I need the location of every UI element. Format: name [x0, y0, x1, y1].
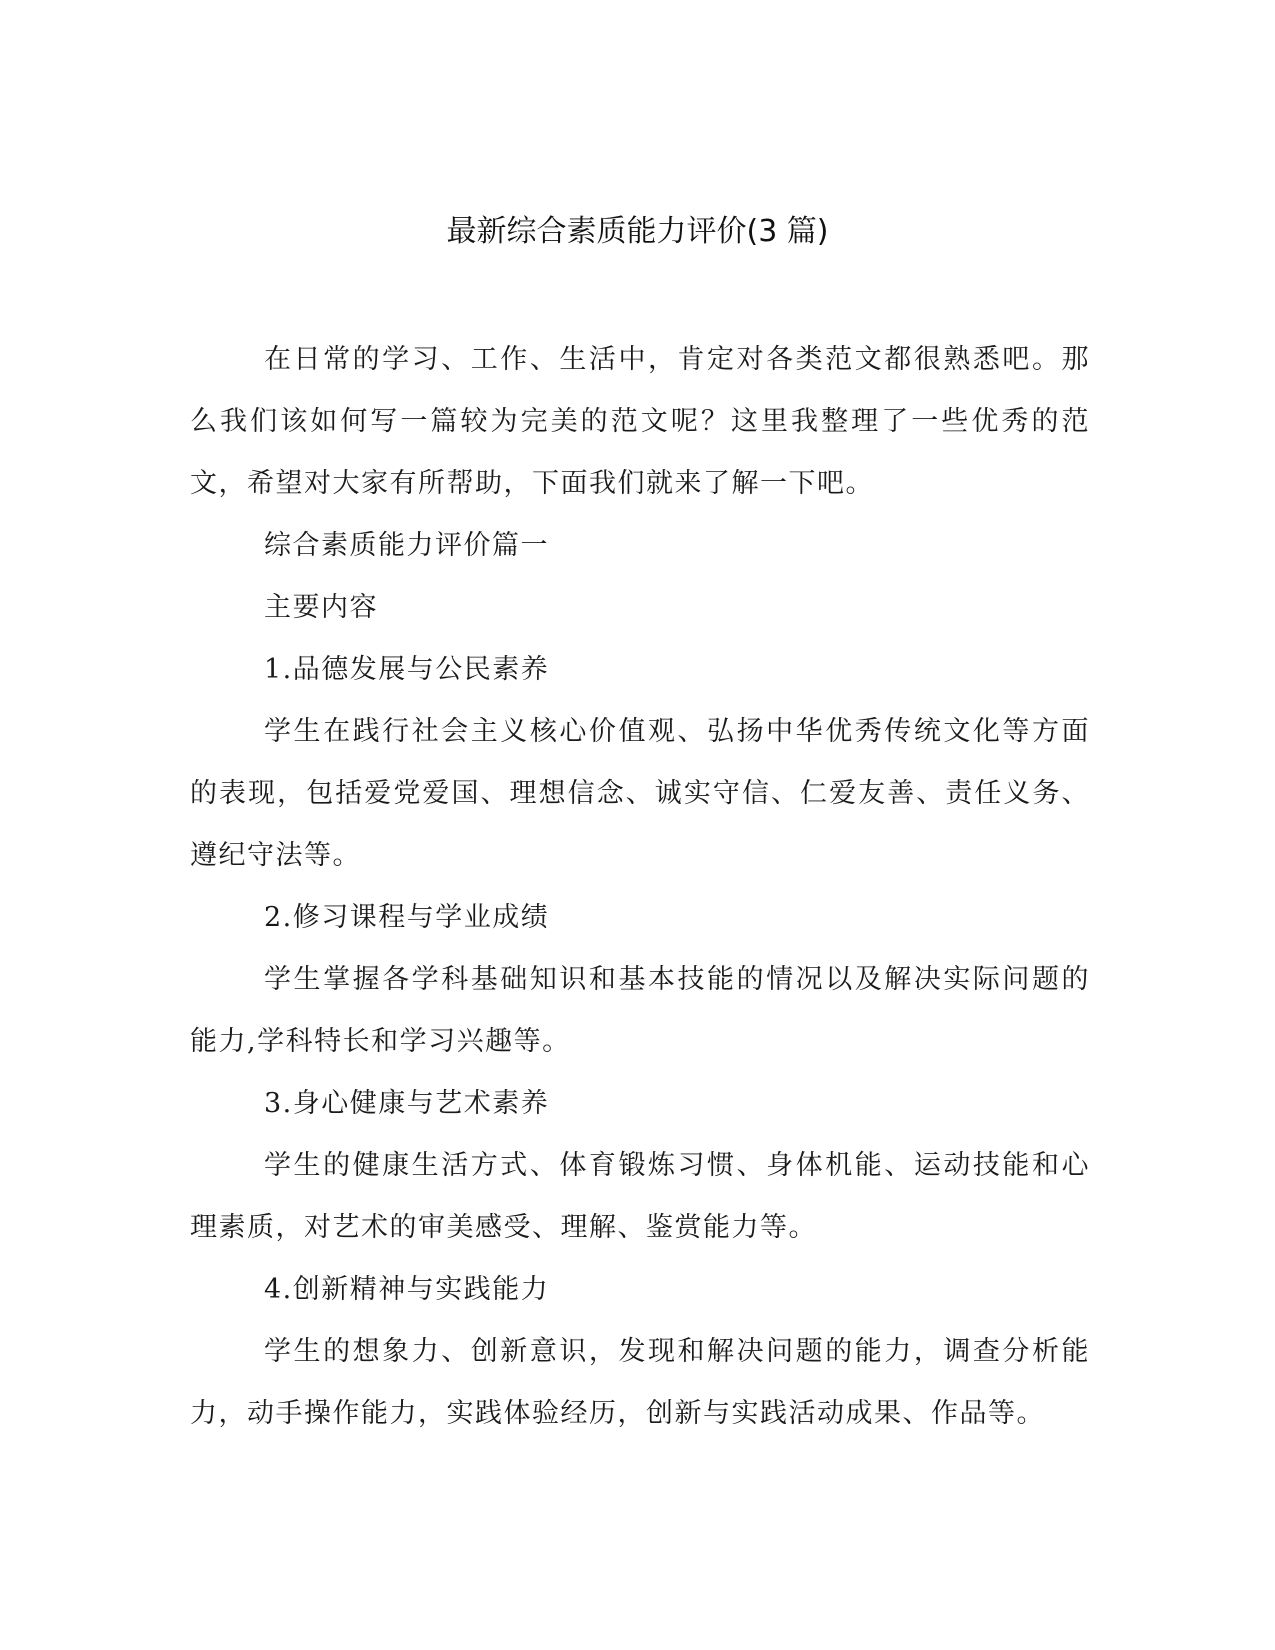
main-heading: 主要内容: [264, 592, 378, 623]
item-text-3: 学生的健康生活方式、体育锻炼习惯、身体机能、运动技能和心理素质，对艺术的审美感受、理解、鉴赏能力等。: [190, 1150, 1090, 1243]
document-title: 最新综合素质能力评价(3 篇): [446, 214, 829, 249]
document-body: [190, 329, 1090, 1445]
item-heading-4: 4.创新精神与实践能力: [264, 1274, 550, 1305]
item-heading-1: 1.品德发展与公民素养: [264, 654, 550, 685]
item-text-2: 学生掌握各学科基础知识和基本技能的情况以及解决实际问题的能力,学科特长和学习兴趣等。: [190, 964, 1090, 1057]
item-heading-3: 3.身心健康与艺术素养: [264, 1088, 550, 1119]
item-heading-2: 2.修习课程与学业成绩: [264, 902, 550, 933]
section-title: 综合素质能力评价篇一: [264, 530, 549, 561]
item-text-1: 学生在践行社会主义核心价值观、弘扬中华优秀传统文化等方面的表现，包括爱党爱国、理想信念、诚实守信、仁爱友善、责任义务、遵纪守法等。: [190, 716, 1090, 871]
intro-paragraph: 在日常的学习、工作、生活中，肯定对各类范文都很熟悉吧。那么我们该如何写一篇较为完美的范文呢？这里我整理了一些优秀的范文，希望对大家有所帮助，下面我们就来了解一下吧。: [190, 344, 1090, 499]
item-text-4: 学生的想象力、创新意识，发现和解决问题的能力，调查分析能力，动手操作能力，实践体验经历，创新与实践活动成果、作品等。: [190, 1336, 1090, 1429]
